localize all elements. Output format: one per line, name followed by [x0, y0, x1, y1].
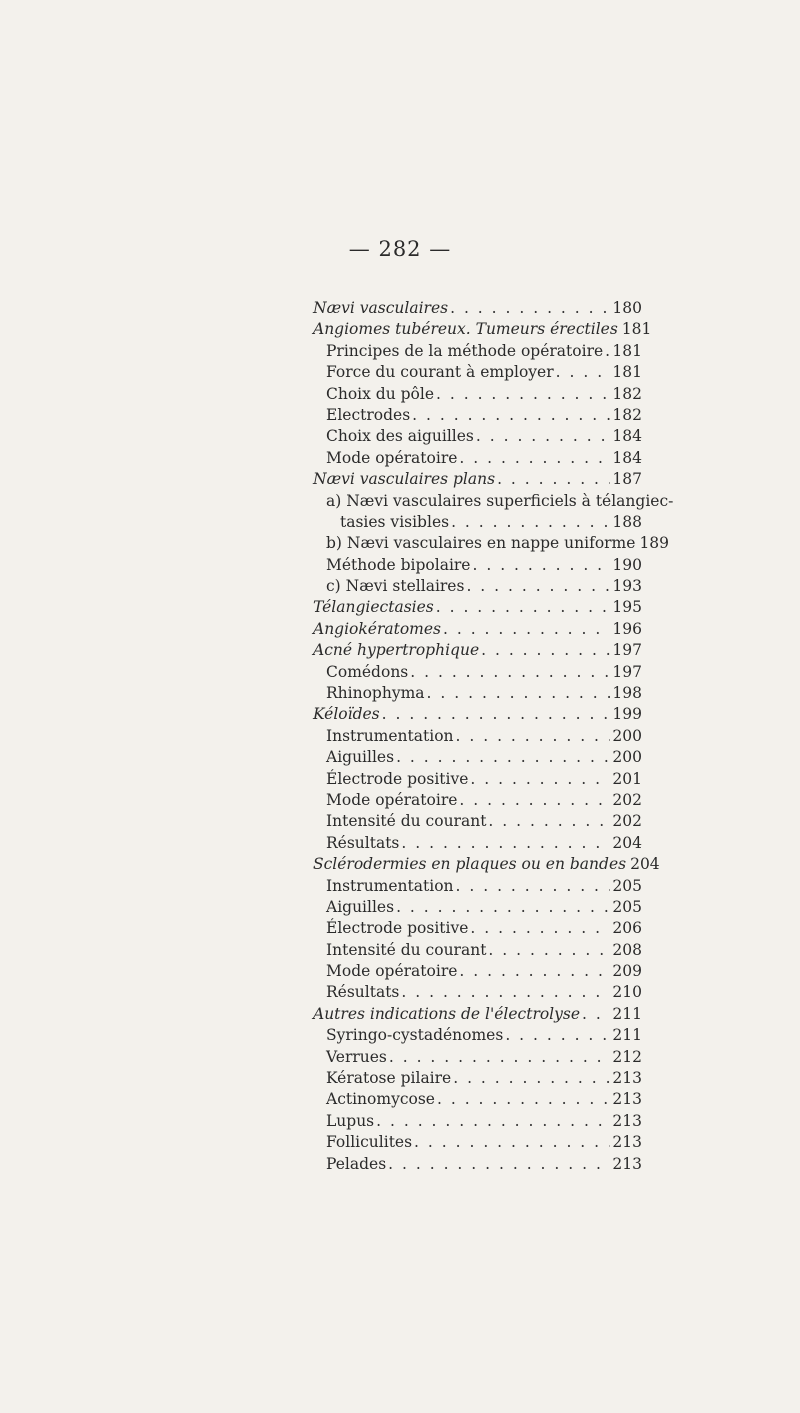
- toc-entry-page: 201: [612, 769, 642, 788]
- toc-entry-page: 202: [612, 790, 642, 809]
- toc-entry-title: Électrode positive: [326, 769, 469, 788]
- toc-entry-title: Télangiectasies: [313, 598, 434, 617]
- toc-entry-page: 188: [612, 512, 642, 531]
- toc-entry-page: 208: [612, 940, 642, 959]
- dot-leader: [459, 961, 610, 982]
- toc-entry-title: Mode opératoire: [326, 962, 458, 981]
- toc-entry-page: 206: [612, 919, 642, 938]
- toc-entry-title: Aiguilles: [326, 748, 395, 767]
- toc-entry-title: Electrodes: [326, 405, 411, 424]
- toc-entry: [313, 384, 642, 405]
- toc-entry-title: a) Nævi vasculaires superficiels à télangiec-: [326, 491, 674, 510]
- toc-entry-title: Rhinophyma: [326, 684, 425, 703]
- toc-entry-title: Choix du pôle: [326, 384, 435, 403]
- toc-entry-page: 181: [612, 363, 642, 382]
- toc-entry-page: 213: [612, 1111, 642, 1130]
- toc-entry-title: Méthode bipolaire: [326, 555, 471, 574]
- dot-leader: [472, 555, 610, 576]
- dot-leader: [437, 1089, 610, 1110]
- toc-entry: [313, 1132, 642, 1153]
- toc-entry-page: 199: [612, 705, 642, 724]
- toc-entry: [313, 640, 642, 661]
- dot-leader: [443, 619, 610, 640]
- toc-entry: [313, 876, 642, 897]
- toc-entry-page: 213: [612, 1133, 642, 1152]
- toc-entry: [313, 897, 642, 918]
- dot-leader: [453, 1068, 610, 1089]
- page-number: — 282 —: [348, 237, 452, 261]
- toc-entry-title: Force du courant à employer: [326, 363, 554, 382]
- toc-entry: [313, 811, 642, 832]
- dot-leader: [470, 918, 610, 939]
- dot-leader: [488, 811, 610, 832]
- dot-leader: [396, 897, 610, 918]
- toc-entry-title: Comédons: [326, 662, 409, 681]
- toc-entry: [313, 1004, 642, 1025]
- toc-entry-page: 204: [612, 833, 642, 852]
- toc-entry: [313, 619, 642, 640]
- toc-entry: [313, 854, 660, 875]
- toc-entry: [313, 790, 642, 811]
- dot-leader: [456, 726, 611, 747]
- toc-entry-title: Lupus: [326, 1111, 375, 1130]
- dot-leader: [410, 662, 610, 683]
- toc-entry-page: 202: [612, 812, 642, 831]
- dot-leader: [396, 747, 610, 768]
- dot-leader: [466, 576, 610, 597]
- toc-entry: [313, 1154, 642, 1175]
- toc-entry: [313, 983, 642, 1004]
- dot-leader: [427, 683, 611, 704]
- dot-leader: [582, 1004, 610, 1025]
- toc-entry-page: 210: [612, 983, 642, 1002]
- dot-leader: [505, 1025, 610, 1046]
- toc-entry-page: 184: [612, 448, 642, 467]
- toc-entry-page: 184: [612, 427, 642, 446]
- dot-leader: [376, 1111, 610, 1132]
- toc-entry: [313, 961, 642, 982]
- dot-leader: [436, 597, 611, 618]
- toc-entry: [313, 769, 642, 790]
- dot-leader: [497, 469, 610, 490]
- toc-entry-title: Électrode positive: [326, 919, 469, 938]
- toc-entry: [313, 1089, 642, 1110]
- toc-entry: [313, 597, 642, 618]
- toc-entry: [313, 1111, 642, 1132]
- toc-entry-title: Intensité du courant: [326, 812, 487, 831]
- toc-entry: [313, 533, 670, 554]
- toc-entry: [313, 747, 642, 768]
- toc-entry-title: Résultats: [326, 983, 400, 1002]
- toc-entry-title: Intensité du courant: [326, 940, 487, 959]
- toc-entry-title: Autres indications de l'électrolyse: [313, 1004, 581, 1023]
- toc-entry: [313, 491, 674, 534]
- toc-entry: [313, 1047, 642, 1068]
- toc-entry: [313, 683, 642, 704]
- toc-entry: [313, 319, 652, 340]
- toc-entry-title: Instrumentation: [326, 876, 454, 895]
- toc-entry-page: 189: [639, 534, 670, 553]
- toc-entry-page: 205: [612, 897, 642, 916]
- dot-leader: [456, 876, 611, 897]
- toc-entry: [313, 726, 642, 747]
- toc-entry-title: Nævi vasculaires plans: [313, 470, 496, 489]
- toc-entry-title: Mode opératoire: [326, 448, 458, 467]
- toc-entry-title: Angiomes tubéreux. Tumeurs érectiles: [313, 320, 618, 339]
- toc-entry: [313, 362, 642, 383]
- toc-entry-page: 181: [621, 320, 652, 339]
- dot-leader: [459, 790, 610, 811]
- toc-entry-page: 211: [612, 1004, 642, 1023]
- toc-entry: [313, 448, 642, 469]
- toc-entry-title: b) Nævi vasculaires en nappe uniforme: [326, 534, 636, 553]
- toc-entry-title: Kéloïdes: [313, 705, 380, 724]
- dot-leader: [605, 341, 610, 362]
- toc-entry: [313, 576, 642, 597]
- toc-entry: [313, 662, 642, 683]
- toc-entry-page: 197: [612, 641, 642, 660]
- toc-entry-title: Instrumentation: [326, 726, 454, 745]
- toc-entry-title: Verrues: [326, 1047, 387, 1066]
- toc-entry-title: Kératose pilaire: [326, 1069, 452, 1088]
- dot-leader: [450, 298, 610, 319]
- toc-entry-title: Pelades: [326, 1154, 387, 1173]
- toc-entry: [313, 341, 642, 362]
- toc-entry: [313, 704, 642, 725]
- toc-entry: [313, 1025, 642, 1046]
- dot-leader: [476, 426, 611, 447]
- dot-leader: [388, 1154, 610, 1175]
- toc-entry-page: 182: [612, 384, 642, 403]
- toc-entry-page: 193: [612, 577, 642, 596]
- toc-entry-page: 195: [612, 598, 642, 617]
- toc-entry: [313, 940, 642, 961]
- toc-entry-page: 181: [612, 341, 642, 360]
- toc-entry-page: 212: [612, 1047, 642, 1066]
- toc-entry-title: Résultats: [326, 833, 400, 852]
- toc-entry-page: 198: [612, 684, 642, 703]
- dot-leader: [488, 940, 610, 961]
- toc-entry-title: Sclérodermies en plaques ou en bandes: [313, 855, 627, 874]
- toc-entry-page: 213: [612, 1090, 642, 1109]
- dot-leader: [401, 982, 610, 1003]
- dot-leader: [436, 384, 610, 405]
- toc-entry: [313, 405, 642, 426]
- dot-leader: [389, 1047, 611, 1068]
- toc-entry-title: Actinomycose: [326, 1090, 435, 1109]
- toc-entry-title: Aiguilles: [326, 897, 395, 916]
- dot-leader: [401, 833, 610, 854]
- toc-entry-page: 182: [612, 405, 642, 424]
- dot-leader: [459, 448, 610, 469]
- table-of-contents: [313, 298, 674, 1175]
- toc-entry-title: Mode opératoire: [326, 790, 458, 809]
- toc-entry-page: 200: [612, 748, 642, 767]
- toc-entry-page: 187: [612, 470, 642, 489]
- dot-leader: [481, 640, 610, 661]
- dot-leader: [382, 704, 611, 725]
- toc-entry-page: 196: [612, 619, 642, 638]
- dot-leader: [451, 512, 610, 533]
- toc-entry-page: 211: [612, 1026, 642, 1045]
- toc-entry: [313, 555, 642, 576]
- toc-entry-page: 200: [612, 726, 642, 745]
- toc-entry: [313, 833, 642, 854]
- toc-entry-title: Acné hypertrophique: [313, 641, 480, 660]
- toc-entry: [313, 918, 642, 939]
- toc-entry-title: Folliculites: [326, 1133, 413, 1152]
- toc-entry: [313, 426, 642, 447]
- dot-leader: [412, 405, 610, 426]
- toc-entry-title-continued: tasies visibles: [340, 512, 450, 531]
- toc-entry: [313, 469, 642, 490]
- toc-entry-page: 204: [630, 855, 660, 874]
- toc-entry-page: 180: [612, 298, 642, 317]
- dot-leader: [556, 362, 611, 383]
- toc-entry-title: c) Nævi stellaires: [326, 577, 465, 596]
- toc-entry-title: Nævi vasculaires: [313, 298, 449, 317]
- toc-entry-page: 209: [612, 962, 642, 981]
- toc-entry: [313, 1068, 642, 1089]
- toc-entry-page: 213: [612, 1069, 642, 1088]
- toc-entry-page: 197: [612, 662, 642, 681]
- toc-entry-page: 205: [612, 876, 642, 895]
- toc-entry-page: 213: [612, 1154, 642, 1173]
- toc-entry-page: 190: [612, 555, 642, 574]
- dot-leader: [470, 769, 610, 790]
- toc-entry-title: Principes de la méthode opératoire: [326, 341, 604, 360]
- toc-entry-title: Choix des aiguilles: [326, 427, 474, 446]
- dot-leader: [414, 1132, 610, 1153]
- toc-entry-title: Angiokératomes: [313, 619, 441, 638]
- toc-entry-title: Syringo-cystadénomes: [326, 1026, 504, 1045]
- toc-entry: [313, 298, 642, 319]
